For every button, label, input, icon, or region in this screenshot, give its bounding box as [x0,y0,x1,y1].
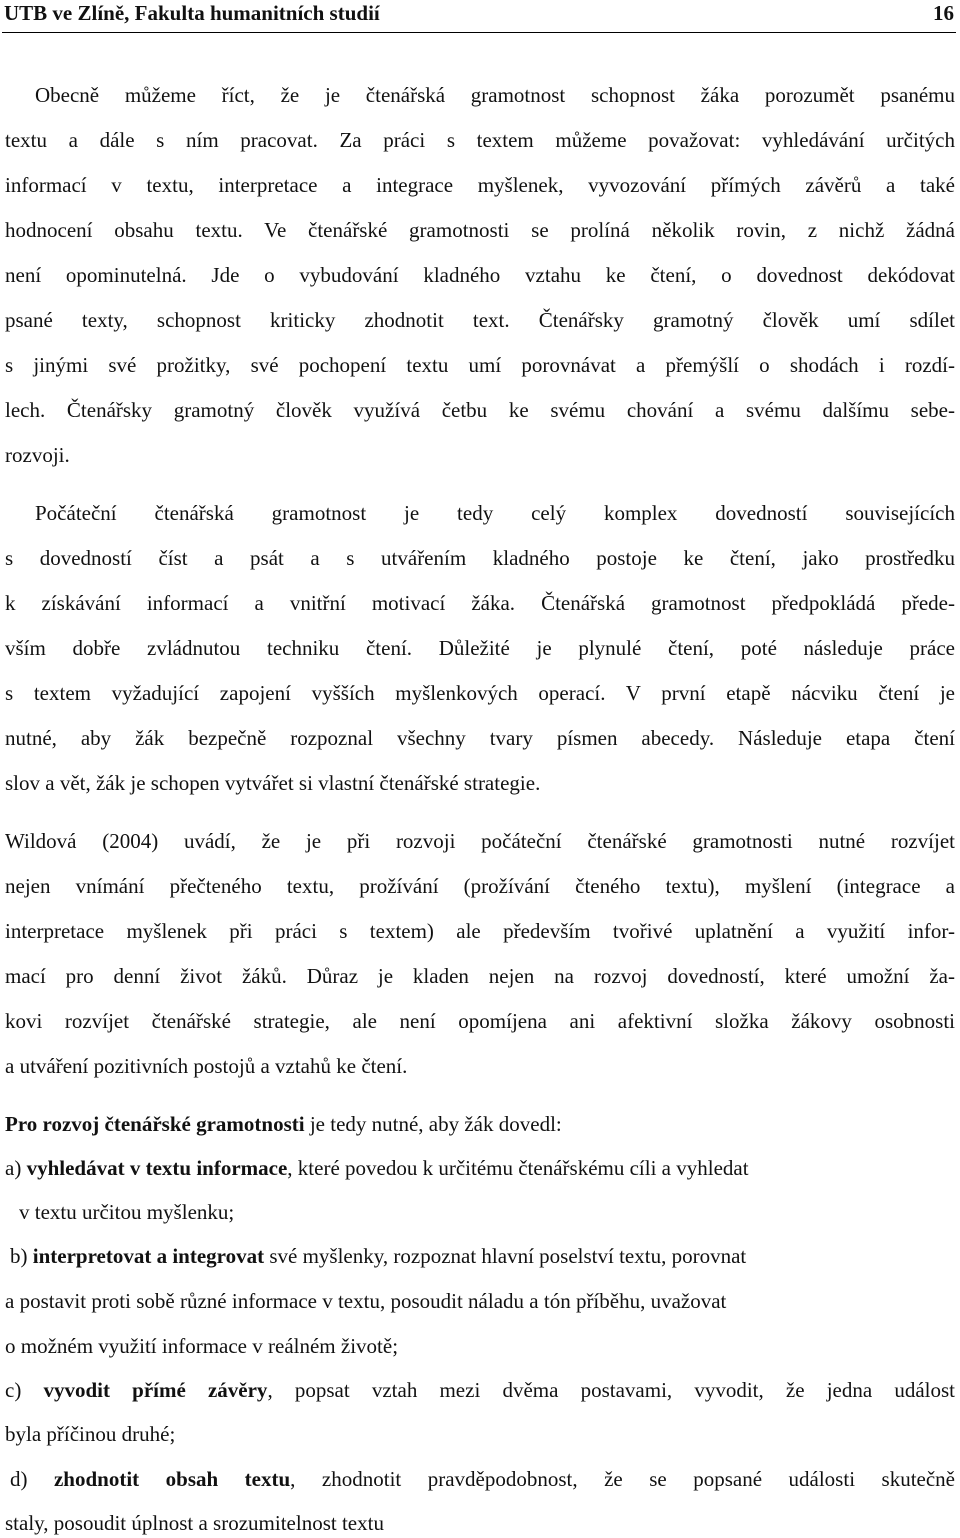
page-header [4,0,956,28]
paragraph-2-line: s dovedností číst a psát a s utvářením kladného postoje ke čtení, jako prostředku [5,546,955,570]
bold-term: interpretovat a integrovat [32,1244,265,1268]
paragraph-1-line: s jinými své prožitky, své pochopení textu umí porovnávat a přemýšlí o shodách i rozdí- [5,353,955,377]
list-item-c-continuation: byla příčinou druhé; [5,1422,176,1446]
bold-term: zhodnotit obsah textu [53,1467,291,1491]
list-item-c: c) vyvodit přímé závěry, popsat vztah mezi dvěma postavami, vyvodit, že jedna událost [5,1378,955,1402]
header-divider [2,32,956,33]
list-item-b-continuation: a postavit proti sobě různé informace v textu, posoudit náladu a tón příběhu, uvažovat [5,1289,727,1313]
paragraph-3-line: a utváření pozitivních postojů a vztahů ke čtení. [5,1054,408,1078]
paragraph-1-line: lech. Čtenářsky gramotný člověk využívá četbu ke svému chování a svému dalšímu sebe- [5,398,955,422]
paragraph-2-line: s textem vyžadující zapojení vyšších myšlenkových operací. V první etapě nácviku čtení je [5,681,955,705]
list-intro: Pro rozvoj čtenářské gramotnosti je tedy nutné, aby žák dovedl: [5,1112,562,1136]
paragraph-2-line: vším dobře zvládnutou techniku čtení. Důležité je plynulé čtení, poté následuje práce [5,636,955,660]
paragraph-2-line: Počáteční čtenářská gramotnost je tedy celý komplex dovedností souvisejících [35,501,955,525]
paragraph-3-line: kovi rozvíjet čtenářské strategie, ale není opomíjena ani afektivní složka žákovy osobnosti [5,1009,955,1033]
list-item-b-continuation: o možném využití informace v reálném životě; [5,1334,399,1358]
list-item-b: b) interpretovat a integrovat své myšlenky, rozpoznat hlavní poselství textu, porovnat [10,1244,747,1268]
paragraph-1-line: informací v textu, interpretace a integrace myšlenek, vyvozování přímých závěrů a také [5,173,955,197]
paragraph-2-line: nutné, aby žák bezpečně rozpoznal všechny tvary písmen abecedy. Následuje etapa čtení [5,726,955,750]
paragraph-1-line: hodnocení obsahu textu. Ve čtenářské gramotnosti se prolíná několik rovin, z nichž žádná [5,218,955,242]
paragraph-2-line: k získávání informací a vnitřní motivací žáka. Čtenářská gramotnost předpokládá přede- [5,591,955,615]
paragraph-1-line: psané texty, schopnost kriticky zhodnotit text. Čtenářsky gramotný člověk umí sdílet [5,308,955,332]
paragraph-2-line: slov a vět, žák je schopen vytvářet si vlastní čtenářské strategie. [5,771,541,795]
paragraph-3-line: nejen vnímání přečteného textu, prožívání (prožívání čteného textu), myšlení (integrace a [5,874,955,898]
paragraph-1-line: není opominutelná. Jde o vybudování kladného vztahu ke čtení, o dovednost dekódovat [5,263,955,287]
list-item-d-continuation: staly, posoudit úplnost a srozumitelnost textu [5,1511,384,1535]
bold-term: vyvodit přímé závěry [43,1378,268,1402]
list-item-d: d) zhodnotit obsah textu, zhodnotit pravděpodobnost, že se popsané události skutečně [10,1467,955,1491]
paragraph-1-line: rozvoji. [5,443,70,467]
paragraph-3-line: mací pro denní život žáků. Důraz je kladen nejen na rozvoj dovedností, které umožní ža- [5,964,955,988]
paragraph-1-line: Obecně můžeme říct, že je čtenářská gramotnost schopnost žáka porozumět psanému [35,83,955,107]
paragraph-3-line: interpretace myšlenek při práci s textem) ale především tvořivé uplatnění a využití infor- [5,919,955,943]
header-title: UTB ve Zlíně, Fakulta humanitních studií [4,1,380,25]
list-item-a-continuation: v textu určitou myšlenku; [19,1200,235,1224]
bold-term: vyhledávat v textu informace [26,1156,288,1180]
paragraph-1-line: textu a dále s ním pracovat. Za práci s textem můžeme považovat: vyhledávání určitých [5,128,955,152]
list-item-a: a) vyhledávat v textu informace, které povedou k určitému čtenářskému cíli a vyhledat [5,1156,749,1180]
bold-term: Pro rozvoj čtenářské gramotnosti [5,1112,305,1136]
page-number: 16 [933,1,954,25]
paragraph-3-line: Wildová (2004) uvádí, že je při rozvoji počáteční čtenářské gramotnosti nutné rozvíjet [5,829,955,853]
